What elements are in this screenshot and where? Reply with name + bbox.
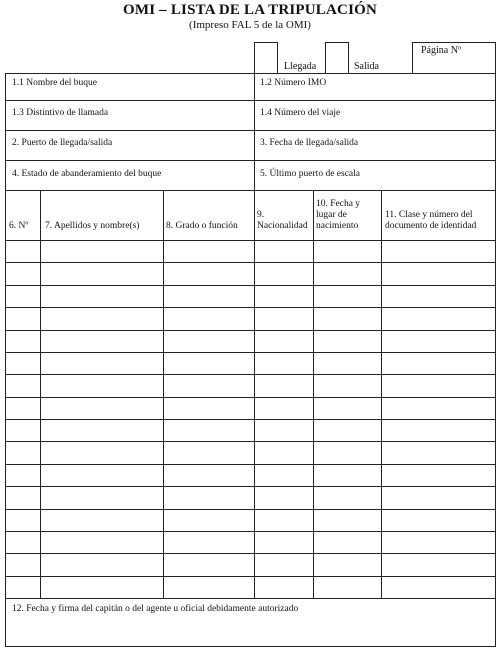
table-cell[interactable] — [7, 578, 38, 596]
table-cell[interactable] — [42, 287, 161, 305]
table-cell[interactable] — [383, 309, 494, 327]
table-cell[interactable] — [165, 511, 252, 529]
table-cell[interactable] — [42, 488, 161, 506]
table-cell[interactable] — [165, 443, 252, 461]
table-row-divider — [5, 531, 496, 532]
llegada-label: Llegada — [284, 61, 317, 72]
table-column-divider — [254, 190, 255, 598]
table-cell[interactable] — [315, 578, 379, 596]
field-ship-name[interactable]: 1.1 Nombre del buque — [12, 78, 97, 88]
table-cell[interactable] — [165, 488, 252, 506]
field-imo-number[interactable]: 1.2 Número IMO — [260, 78, 327, 88]
divider — [254, 73, 255, 190]
table-cell[interactable] — [165, 533, 252, 551]
table-cell[interactable] — [383, 399, 494, 417]
form-title: OMI – LISTA DE LA TRIPULACIÓN — [122, 2, 378, 18]
divider — [5, 160, 496, 161]
table-row-divider — [5, 464, 496, 465]
table-column-divider — [313, 190, 314, 598]
table-row-divider — [5, 330, 496, 331]
table-cell[interactable] — [165, 332, 252, 350]
table-cell[interactable] — [383, 376, 494, 394]
table-cell[interactable] — [383, 578, 494, 596]
table-cell[interactable] — [315, 264, 379, 282]
table-cell[interactable] — [256, 511, 311, 529]
table-cell[interactable] — [7, 332, 38, 350]
llegada-checkbox[interactable] — [254, 42, 278, 74]
col-header-birth: 10. Fecha y lugar de nacimiento — [316, 199, 361, 231]
table-cell[interactable] — [383, 421, 494, 439]
table-row-divider — [5, 598, 496, 599]
table-column-divider — [163, 190, 164, 598]
table-cell[interactable] — [165, 242, 252, 260]
table-cell[interactable] — [165, 421, 252, 439]
table-cell[interactable] — [42, 332, 161, 350]
table-cell[interactable] — [7, 421, 38, 439]
table-cell[interactable] — [256, 443, 311, 461]
table-cell[interactable] — [256, 533, 311, 551]
table-cell[interactable] — [315, 309, 379, 327]
table-cell[interactable] — [42, 376, 161, 394]
table-cell[interactable] — [383, 443, 494, 461]
table-cell[interactable] — [256, 555, 311, 573]
table-cell[interactable] — [165, 578, 252, 596]
table-cell[interactable] — [256, 399, 311, 417]
table-cell[interactable] — [42, 242, 161, 260]
table-row-divider — [5, 352, 496, 353]
table-cell[interactable] — [42, 399, 161, 417]
field-date[interactable]: 3. Fecha de llegada/salida — [260, 138, 359, 148]
table-cell[interactable] — [42, 421, 161, 439]
table-cell[interactable] — [383, 488, 494, 506]
table-row-divider — [5, 262, 496, 263]
table-row-divider — [5, 285, 496, 286]
table-cell[interactable] — [315, 555, 379, 573]
table-cell[interactable] — [315, 242, 379, 260]
divider — [5, 190, 496, 191]
table-cell[interactable] — [256, 466, 311, 484]
table-cell[interactable] — [256, 354, 311, 372]
table-cell[interactable] — [315, 354, 379, 372]
table-cell[interactable] — [383, 354, 494, 372]
table-cell[interactable] — [7, 376, 38, 394]
table-cell[interactable] — [165, 376, 252, 394]
table-cell[interactable] — [165, 264, 252, 282]
table-cell[interactable] — [165, 287, 252, 305]
table-cell[interactable] — [315, 376, 379, 394]
table-cell[interactable] — [256, 421, 311, 439]
table-cell[interactable] — [7, 309, 38, 327]
table-cell[interactable] — [42, 578, 161, 596]
table-row-divider — [5, 419, 496, 420]
table-row-divider — [5, 553, 496, 554]
table-cell[interactable] — [256, 287, 311, 305]
table-cell[interactable] — [7, 555, 38, 573]
table-row-divider — [5, 509, 496, 510]
table-cell[interactable] — [315, 399, 379, 417]
divider — [5, 100, 496, 101]
table-cell[interactable] — [7, 443, 38, 461]
table-cell[interactable] — [42, 264, 161, 282]
field-voyage-number[interactable]: 1.4 Número del viaje — [260, 108, 341, 118]
table-cell[interactable] — [383, 287, 494, 305]
table-cell[interactable] — [256, 332, 311, 350]
table-cell[interactable] — [42, 354, 161, 372]
table-cell[interactable] — [383, 511, 494, 529]
table-cell[interactable] — [383, 242, 494, 260]
table-cell[interactable] — [256, 309, 311, 327]
table-cell[interactable] — [7, 511, 38, 529]
table-cell[interactable] — [383, 533, 494, 551]
field-last-port[interactable]: 5. Último puerto de escala — [260, 169, 360, 179]
salida-label: Salida — [354, 61, 379, 72]
table-cell[interactable] — [7, 466, 38, 484]
col-header-id-document: 11. Clase y número del documento de identidad — [385, 210, 477, 231]
table-cell[interactable] — [383, 332, 494, 350]
table-column-divider — [381, 190, 382, 598]
table-cell[interactable] — [383, 555, 494, 573]
table-cell[interactable] — [256, 264, 311, 282]
col-header-nationality: 9. Nacionalidad — [257, 210, 308, 231]
table-cell[interactable] — [42, 555, 161, 573]
table-header-divider — [5, 240, 496, 241]
table-row-divider — [5, 397, 496, 398]
table-cell[interactable] — [383, 264, 494, 282]
table-cell[interactable] — [42, 511, 161, 529]
table-cell[interactable] — [315, 488, 379, 506]
table-cell[interactable] — [165, 555, 252, 573]
form-subtitle: (Impreso FAL 5 de la OMI) — [189, 19, 311, 31]
table-cell[interactable] — [315, 511, 379, 529]
col-header-rank: 8. Grado o función — [166, 221, 238, 231]
table-cell[interactable] — [315, 332, 379, 350]
table-cell[interactable] — [42, 309, 161, 327]
table-cell[interactable] — [7, 533, 38, 551]
field-flag-state[interactable]: 4. Estado de abanderamiento del buque — [12, 169, 162, 179]
table-cell[interactable] — [165, 309, 252, 327]
table-cell[interactable] — [315, 421, 379, 439]
table-row-divider — [5, 576, 496, 577]
table-cell[interactable] — [256, 578, 311, 596]
table-cell[interactable] — [42, 466, 161, 484]
table-row-divider — [5, 307, 496, 308]
table-cell[interactable] — [7, 354, 38, 372]
table-cell[interactable] — [256, 242, 311, 260]
table-cell[interactable] — [7, 242, 38, 260]
table-cell[interactable] — [7, 264, 38, 282]
table-cell[interactable] — [165, 354, 252, 372]
footer-signature-label: 12. Fecha y firma del capitán o del agente u oficial debidamente autorizado — [12, 604, 299, 614]
table-cell[interactable] — [7, 488, 38, 506]
table-cell[interactable] — [256, 376, 311, 394]
table-cell[interactable] — [315, 287, 379, 305]
col-header-name: 7. Apellidos y nombre(s) — [45, 221, 140, 231]
table-cell[interactable] — [383, 466, 494, 484]
table-cell[interactable] — [42, 533, 161, 551]
field-call-sign[interactable]: 1.3 Distintivo de llamada — [12, 108, 109, 118]
table-row-divider — [5, 441, 496, 442]
divider — [5, 130, 496, 131]
table-cell[interactable] — [315, 533, 379, 551]
table-cell[interactable] — [256, 488, 311, 506]
table-row-divider — [5, 486, 496, 487]
table-cell[interactable] — [42, 443, 161, 461]
pagina-label: Página Nº — [421, 45, 462, 56]
field-port[interactable]: 2. Puerto de llegada/salida — [12, 138, 113, 148]
salida-checkbox[interactable] — [325, 42, 349, 74]
table-cell[interactable] — [165, 399, 252, 417]
col-header-number: 6. Nº — [9, 221, 29, 231]
table-cell[interactable] — [165, 466, 252, 484]
table-column-divider — [40, 190, 41, 598]
table-cell[interactable] — [315, 466, 379, 484]
table-cell[interactable] — [315, 443, 379, 461]
table-row-divider — [5, 374, 496, 375]
table-cell[interactable] — [7, 287, 38, 305]
table-cell[interactable] — [7, 399, 38, 417]
